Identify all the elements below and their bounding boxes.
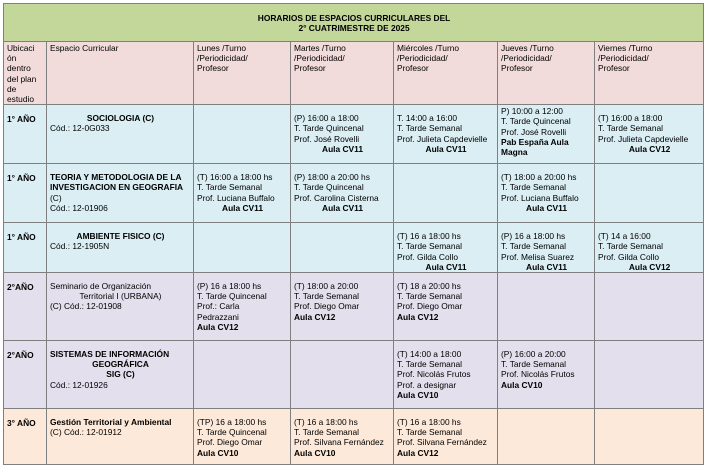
slot-room: Aula CV10 <box>294 447 336 458</box>
slot-professor: Prof. Silvana Fernández <box>397 437 487 448</box>
slot-room: Aula CV11 <box>322 143 363 154</box>
header-viernes-line: Viernes /Turno <box>598 43 653 53</box>
header-jueves-line: /Periodicidad/ <box>501 53 552 64</box>
schedule-cell-lunes <box>194 341 291 409</box>
title-line-2: 2° CUATRIMESTRE DE 2025 <box>298 23 410 33</box>
schedule-cell-jueves <box>498 164 595 223</box>
subject-cell <box>47 105 194 164</box>
header-location-line: de <box>7 83 17 94</box>
subject-cell <box>47 341 194 409</box>
year-cell: 2°AÑO <box>4 273 47 341</box>
schedule-cell-lunes <box>194 223 291 273</box>
header-miercoles-line: Profesor <box>397 63 429 74</box>
schedule-cell-lunes <box>194 273 291 341</box>
table-row <box>4 105 704 164</box>
year-cell: 1° AÑO <box>4 164 47 223</box>
slot-time: T. 14:00 a 16:00 <box>397 113 458 124</box>
subject-code: Cód.: 12-01926 <box>50 379 108 390</box>
header-martes <box>291 42 394 105</box>
subject-cell <box>47 164 194 223</box>
schedule-cell-viernes <box>595 105 704 164</box>
subject-name: Gestión Territorial y Ambiental <box>50 417 172 428</box>
table-row <box>4 164 704 223</box>
slot-room: Aula CV12 <box>628 261 671 272</box>
slot-time: (T) 16:00 a 18:00 hs <box>197 172 273 183</box>
subject-name: AMBIENTE FISICO (C) <box>76 231 165 242</box>
slot-room: Aula CV11 <box>425 143 467 154</box>
subject-code: (C) Cód.: 12-01908 <box>50 301 122 312</box>
header-lunes-line: Profesor <box>197 63 229 74</box>
slot-professor: Prof. Gilda Collo <box>598 251 659 262</box>
subject-cell <box>47 409 194 465</box>
slot-time: (P) 16 a 18:00 hs <box>197 281 262 292</box>
year-cell: 1° AÑO <box>4 105 47 164</box>
slot-professor: Prof. Diego Omar <box>197 437 263 448</box>
slot-turno: T. Tarde Semanal <box>397 123 463 134</box>
schedule-cell-viernes <box>595 164 704 223</box>
header-martes-line: Martes /Turno <box>294 43 346 53</box>
slot-time: (P) 18:00 a 20:00 hs <box>294 172 370 183</box>
slot-professor: Prof. Carolina Cisterna <box>294 192 379 203</box>
schedule-cell-martes <box>291 164 394 223</box>
slot-turno: T. Tarde Semanal <box>501 182 567 193</box>
subject-name: TEORIA Y METODOLOGIA DE LA <box>50 172 182 183</box>
subject-type: (C) <box>50 192 62 203</box>
subject-code: Cód.: 12-0G033 <box>50 123 110 134</box>
schedule-cell-miercoles <box>394 223 498 273</box>
header-jueves-line: Profesor <box>501 63 533 74</box>
schedule-cell-jueves <box>498 273 595 341</box>
slot-turno: T. Tarde Semanal <box>397 291 463 302</box>
year-cell: 2°AÑO <box>4 341 47 409</box>
slot-turno: T. Tarde Semanal <box>397 427 463 438</box>
slot-professor: Prof. José Rovelli <box>501 126 567 137</box>
slot-time: (P) 16:00 a 18:00 <box>294 113 359 124</box>
schedule-cell-viernes <box>595 273 704 341</box>
year-cell: 3° AÑO <box>4 409 47 465</box>
slot-professor: Prof. Melisa Suarez <box>501 251 575 262</box>
slot-time: (T) 18 a 20:00 hs <box>397 281 461 292</box>
slot-professor: Prof.: Carla <box>197 301 240 312</box>
subject-cell <box>47 223 194 273</box>
header-miercoles <box>394 42 498 105</box>
schedule-cell-miercoles <box>394 164 498 223</box>
slot-professor: Pedrazzani <box>197 311 239 322</box>
header-miercoles-line: /Periodicidad/ <box>397 53 448 64</box>
slot-professor: Prof. Luciana Buffalo <box>501 192 579 203</box>
schedule-cell-lunes <box>194 409 291 465</box>
schedule-cell-viernes <box>595 223 704 273</box>
slot-professor: Prof. Julieta Capdevielle <box>598 133 689 144</box>
schedule-cell-martes <box>291 409 394 465</box>
slot-time: (T) 16 a 18:00 hs <box>294 417 358 428</box>
subject-name: Territorial I (URBANA) <box>79 291 162 302</box>
subject-name: Seminario de Organización <box>50 281 152 292</box>
schedule-cell-martes <box>291 341 394 409</box>
schedule-cell-jueves <box>498 341 595 409</box>
slot-room: Aula CV12 <box>397 447 439 458</box>
slot-time: (T) 14:00 a 18:00 <box>397 349 462 360</box>
slot-room: Aula CV11 <box>222 202 263 213</box>
slot-time: (T) 16 a 18:00 hs <box>397 231 461 242</box>
slot-time: (TP) 16 a 18:00 hs <box>197 417 267 428</box>
subject-name: GEOGRÁFICA <box>92 359 149 370</box>
slot-professor: Prof. Luciana Buffalo <box>197 192 275 203</box>
header-location-line: estudio <box>7 94 35 105</box>
slot-room: Pab España Aula <box>501 136 569 147</box>
slot-room: Magna <box>501 147 528 158</box>
subject-name: SOCIOLOGIA (C) <box>86 113 155 124</box>
header-miercoles-line: Miércoles /Turno <box>397 43 460 53</box>
subject-cell <box>47 273 194 341</box>
schedule-cell-miercoles <box>394 409 498 465</box>
slot-turno: T. Tarde Semanal <box>397 241 463 252</box>
slot-turno: T. Tarde Semanal <box>197 182 263 193</box>
subject-name: SISTEMAS DE INFORMACIÓN <box>50 349 170 360</box>
header-viernes-line: /Periodicidad/ <box>598 53 649 64</box>
schedule-cell-jueves <box>498 409 595 465</box>
slot-turno: T. Tarde Semanal <box>501 359 567 370</box>
header-viernes <box>595 42 704 105</box>
slot-time: (P) 16 a 18:00 hs <box>501 231 566 242</box>
header-lunes-line: /Periodicidad/ <box>197 53 248 64</box>
header-lunes <box>194 42 291 105</box>
subject-code: Cód.: 12-1905N <box>50 241 110 252</box>
slot-turno: T. Tarde Semanal <box>598 241 664 252</box>
slot-professor: Prof. José Rovelli <box>294 133 360 144</box>
slot-professor: Prof. Nicolás Frutos <box>501 369 575 380</box>
slot-professor: Prof. Diego Omar <box>294 301 360 312</box>
table-row <box>4 409 704 465</box>
schedule-cell-viernes <box>595 409 704 465</box>
slot-time: P) 10:00 a 12:00 <box>501 106 563 117</box>
header-subject-label: Espacio Curricular <box>50 43 119 53</box>
schedule-cell-lunes <box>194 164 291 223</box>
slot-time: (T) 16:00 a 18:00 <box>598 113 663 124</box>
slot-room: Aula CV11 <box>526 261 567 272</box>
header-location-line: del plan <box>7 73 37 84</box>
slot-room: Aula CV11 <box>526 202 567 213</box>
slot-turno: T. Tarde Semanal <box>397 359 463 370</box>
header-martes-line: /Periodicidad/ <box>294 53 345 64</box>
slot-room: Aula CV10 <box>501 379 543 390</box>
schedule-cell-jueves <box>498 223 595 273</box>
header-lunes-line: Lunes /Turno <box>197 43 247 53</box>
schedule-title <box>4 4 704 42</box>
schedule-cell-viernes <box>595 341 704 409</box>
slot-room: Aula CV12 <box>628 143 671 154</box>
header-jueves <box>498 42 595 105</box>
slot-professor: Prof. Gilda Collo <box>397 251 458 262</box>
header-jueves-line: Jueves /Turno <box>501 43 554 53</box>
header-viernes-line: Profesor <box>598 63 630 74</box>
table-row <box>4 341 704 409</box>
slot-room: Aula CV12 <box>294 311 336 322</box>
slot-turno: T. Tarde Quincenal <box>294 123 364 134</box>
header-location-line: ón <box>7 53 17 64</box>
header-row <box>4 42 704 105</box>
subject-code: (C) Cód.: 12-01912 <box>50 427 122 438</box>
slot-professor: Prof. Diego Omar <box>397 301 463 312</box>
schedule-cell-martes <box>291 223 394 273</box>
table-row <box>4 223 704 273</box>
slot-turno: T. Tarde Semanal <box>294 291 360 302</box>
schedule-cell-jueves <box>498 105 595 164</box>
slot-turno: T. Tarde Semanal <box>598 123 664 134</box>
slot-professor: Prof. Julieta Capdevielle <box>397 133 488 144</box>
slot-time: (T) 18:00 a 20:00 hs <box>501 172 577 183</box>
slot-time: (T) 16 a 18:00 hs <box>397 417 461 428</box>
schedule-cell-miercoles <box>394 105 498 164</box>
slot-time: (T) 14 a 16:00 <box>598 231 651 242</box>
slot-turno: T. Tarde Quincenal <box>294 182 364 193</box>
schedule-cell-martes <box>291 105 394 164</box>
slot-room: Aula CV10 <box>197 447 239 458</box>
header-location-line: dentro <box>7 63 31 74</box>
slot-professor: Prof. a designar <box>397 379 457 390</box>
header-location <box>4 42 47 105</box>
subject-code: Cód.: 12-01906 <box>50 202 108 213</box>
slot-professor: Prof. Nicolás Frutos <box>397 369 471 380</box>
header-subject <box>47 42 194 105</box>
slot-turno: T. Tarde Quincenal <box>197 291 267 302</box>
slot-turno: T. Tarde Quincenal <box>501 116 571 127</box>
schedule-cell-miercoles <box>394 341 498 409</box>
slot-time: (T) 18:00 a 20:00 <box>294 281 359 292</box>
slot-time: (P) 16:00 a 20:00 <box>501 349 566 360</box>
schedule-cell-martes <box>291 273 394 341</box>
table-row <box>4 273 704 341</box>
slot-room: Aula CV11 <box>322 202 363 213</box>
slot-professor: Prof. Silvana Fernández <box>294 437 384 448</box>
schedule-cell-lunes <box>194 105 291 164</box>
slot-turno: T. Tarde Semanal <box>294 427 360 438</box>
year-cell: 1° AÑO <box>4 223 47 273</box>
slot-room: Aula CV12 <box>197 321 239 332</box>
slot-room: Aula CV12 <box>397 311 439 322</box>
slot-turno: T. Tarde Semanal <box>501 241 567 252</box>
title-line-1: HORARIOS DE ESPACIOS CURRICULARES DEL <box>257 13 451 23</box>
slot-room: Aula CV11 <box>425 261 467 272</box>
header-martes-line: Profesor <box>294 63 326 74</box>
header-location-line: Ubicaci <box>7 43 35 53</box>
subject-name: SIG (C) <box>106 369 135 380</box>
schedule-cell-miercoles <box>394 273 498 341</box>
subject-name: INVESTIGACION EN GEOGRAFIA <box>50 182 184 193</box>
slot-room: Aula CV10 <box>397 389 439 400</box>
slot-turno: T. Tarde Quincenal <box>197 427 267 438</box>
schedule-table <box>3 3 704 465</box>
